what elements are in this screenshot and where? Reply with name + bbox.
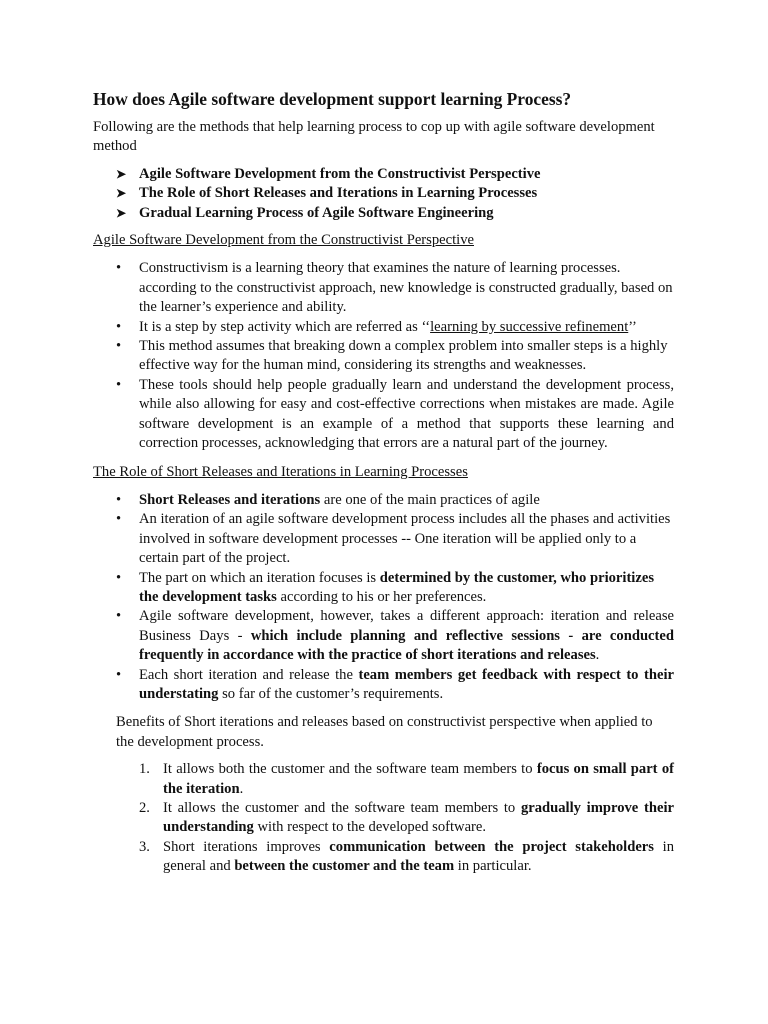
benefits-list xyxy=(93,760,674,876)
arrow-bullet-icon: ➤ xyxy=(116,166,127,181)
list-item: • Short Releases and iterations are one of the main practices of agile xyxy=(116,491,674,510)
bullet-icon: • xyxy=(116,318,122,335)
list-item: • It is a step by step activity which are referred as ‘‘learning by successive refinement’’ xyxy=(116,318,674,337)
list-item: • An iteration of an agile software development process includes all the phases and activities involved in software development processes -- One iteration will be applied only to a certain part of the project. xyxy=(116,511,671,567)
list-item: • This method assumes that breaking down a complex problem into smaller steps is a highly effective way for the human mind, considering its strengths and weaknesses. xyxy=(116,338,668,374)
list-item: • Agile software development, however, takes a different approach: iteration and release Business Days - which include planning and reflective sessions - are conducted frequently in accordance with the practice of short iterations and releases. xyxy=(116,608,674,664)
constructivist-list xyxy=(93,259,674,453)
list-item: ➤ Gradual Learning Process of Agile Software Engineering xyxy=(116,204,674,223)
bullet-icon: • xyxy=(116,608,122,625)
arrow-bullet-icon: ➤ xyxy=(116,205,127,220)
list-item: 3. Short iterations improves communication between the project stakeholders in general and between the customer and the team in particular. xyxy=(139,838,674,875)
benefits-intro: Benefits of Short iterations and releases based on constructivist perspective when applied to the development process. xyxy=(116,714,653,750)
arrow-bullet-icon: ➤ xyxy=(116,186,127,201)
page-title: How does Agile software development support learning Process? xyxy=(93,89,572,109)
bullet-icon: • xyxy=(116,666,122,683)
list-item: • Each short iteration and release the team members get feedback with respect to their understating so far of the customer’s requirements. xyxy=(116,666,674,702)
bullet-icon: • xyxy=(116,569,122,586)
list-item: 1. It allows both the customer and the software team members to focus on small part of the iteration. xyxy=(139,761,674,797)
intro-paragraph: Following are the methods that help learning process to cop up with agile software development method xyxy=(93,119,655,155)
methods-list xyxy=(93,165,674,223)
list-item: • Constructivism is a learning theory that examines the nature of learning processes. according to the constructivist approach, new knowledge is constructed gradually, based on the learner’s experience and ability. xyxy=(116,260,673,316)
list-number: 2. xyxy=(139,800,150,816)
successive-refinement-link[interactable]: learning by successive refinement xyxy=(430,318,629,335)
list-item: ➤ Agile Software Development from the Constructivist Perspective xyxy=(116,165,674,184)
section-heading-constructivist: Agile Software Development from the Constructivist Perspective xyxy=(93,232,474,249)
bullet-icon: • xyxy=(116,511,122,528)
list-number: 3. xyxy=(139,838,150,855)
list-item: ➤ The Role of Short Releases and Iterations in Learning Processes xyxy=(116,184,674,203)
short-releases-list xyxy=(93,491,674,704)
list-item: • These tools should help people gradually learn and understand the development process, while also allowing for easy and cost-effective corrections when mistakes are made. Agile software development is an example of a method that supports these learning and correction processes, acknowledging that errors are a natural part of the journey. xyxy=(116,376,674,452)
list-item: 2. It allows the customer and the software team members to gradually improve their understanding with respect to the developed software. xyxy=(139,800,674,836)
list-item: • The part on which an iteration focuses is determined by the customer, who prioritizes the development tasks according to his or her preferences. xyxy=(116,569,655,605)
list-number: 1. xyxy=(139,761,150,778)
bullet-icon: • xyxy=(116,376,122,393)
section-heading-short-releases: The Role of Short Releases and Iterations in Learning Processes xyxy=(93,463,468,480)
bullet-icon: • xyxy=(116,260,122,277)
bullet-icon: • xyxy=(116,338,122,355)
bullet-icon: • xyxy=(116,491,122,508)
